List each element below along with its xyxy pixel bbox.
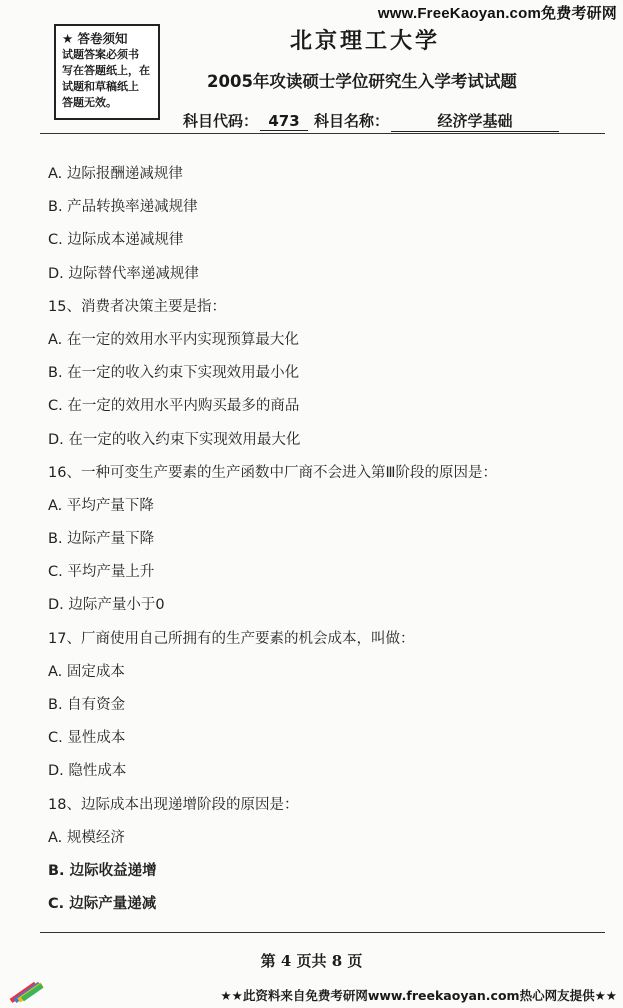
page-number: 第 4 页共 8 页 [260, 952, 363, 970]
site-logo-icon [6, 968, 46, 1004]
question-17: 17、厂商使用自己所拥有的生产要素的机会成本，叫做： [48, 630, 415, 647]
text-line: D. 边际替代率递减规律 [48, 265, 199, 282]
subject-row [183, 110, 559, 132]
watermark-url: www.FreeKaoyan.com免费考研网 [377, 5, 617, 22]
text-line: C. 在一定的效用水平内购买最多的商品 [48, 398, 300, 415]
notice-body: 试题答案必须书 写在答题纸上，在 试题和草稿纸上 答题无效。 [62, 48, 150, 109]
text-line: A. 在一定的效用水平内实现预算最大化 [48, 331, 299, 348]
text-line: A. 固定成本 [48, 663, 125, 680]
text-line: C. 边际成本递减规律 [48, 232, 184, 249]
university-name: 北京理工大学 [290, 28, 441, 54]
text-line: B. 产品转换率递减规律 [48, 199, 198, 216]
text-line: B. 边际收益递增 [48, 862, 157, 879]
question-15: 15、消费者决策主要是指： [48, 298, 226, 315]
question-16: 16、一种可变生产要素的生产函数中厂商不会进入第Ⅲ阶段的原因是： [48, 464, 497, 481]
subject-name-label: 科目名称： [314, 112, 390, 130]
text-line: B. 在一定的收入约束下实现效用最小化 [48, 365, 300, 382]
text-line: C. 边际产量递减 [48, 896, 157, 913]
exam-title: 2005年攻读硕士学位研究生入学考试试题 [207, 72, 517, 91]
question-18: 18、边际成本出现递增阶段的原因是： [48, 796, 299, 813]
text-line: B. 边际产量下降 [48, 531, 155, 548]
text-line: C. 平均产量上升 [48, 564, 155, 581]
subject-code: 473 [260, 112, 308, 131]
text-line: A. 规模经济 [48, 829, 125, 846]
footer-banner: ★★此资料来自免费考研网www.freekaoyan.com热心网友提供★★ [220, 988, 617, 1003]
text-line: D. 在一定的收入约束下实现效用最大化 [48, 431, 301, 448]
header-divider [40, 133, 605, 134]
subject-name: 经济学基础 [391, 110, 559, 132]
text-line: C. 显性成本 [48, 730, 126, 747]
answer-notice-box [54, 24, 160, 120]
text-line: D. 边际产量小于0 [48, 597, 165, 614]
subject-code-label: 科目代码： [183, 112, 259, 130]
text-line: A. 边际报酬递减规律 [48, 166, 183, 182]
footer-divider [40, 932, 605, 933]
question-content [48, 162, 608, 925]
text-line: B. 自有资金 [48, 697, 126, 713]
text-line: D. 隐性成本 [48, 763, 127, 780]
text-line: A. 平均产量下降 [48, 497, 154, 514]
notice-title: ★ 答卷须知 [62, 31, 128, 46]
